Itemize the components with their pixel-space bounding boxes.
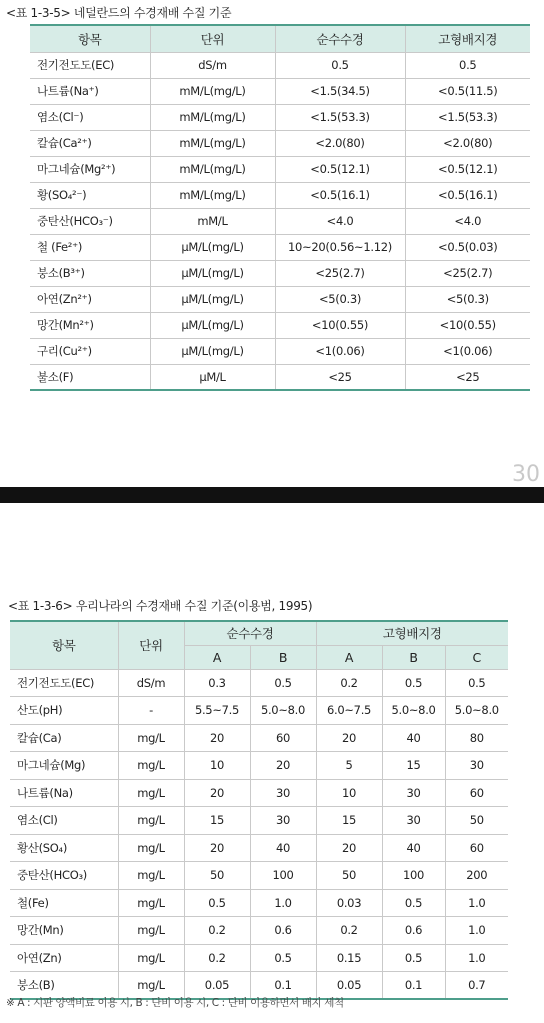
table-cell: 30 [250, 779, 316, 807]
table-cell: 불소(F) [30, 364, 150, 390]
table-cell: 0.03 [316, 889, 382, 917]
document-page-1 [0, 0, 544, 487]
table-row [10, 669, 508, 697]
table-cell: 0.2 [316, 917, 382, 945]
table-cell: dS/m [118, 669, 184, 697]
subheader-c: C [445, 645, 508, 669]
table-cell: 0.2 [316, 669, 382, 697]
table-cell: 0.6 [382, 917, 445, 945]
table-cell: dS/m [150, 52, 275, 78]
table-cell: 15 [382, 752, 445, 780]
table-row [10, 917, 508, 945]
header-pure-hydroponics: 순수수경 [275, 25, 405, 52]
table-cell: 0.5 [382, 889, 445, 917]
table-row [10, 807, 508, 835]
table-cell: 0.6 [250, 917, 316, 945]
table-cell: <0.5(16.1) [275, 182, 405, 208]
table-cell: mg/L [118, 972, 184, 1000]
table-cell: 칼슘(Ca) [10, 724, 118, 752]
korea-water-quality-table [10, 620, 508, 1000]
table-cell: 망간(Mn) [10, 917, 118, 945]
table-cell: 50 [316, 862, 382, 890]
header-solid-substrate: 고형배지경 [316, 621, 508, 645]
table-cell: <1(0.06) [405, 338, 530, 364]
page-divider [0, 487, 544, 503]
table-cell: 0.5 [184, 889, 250, 917]
table-cell: 50 [184, 862, 250, 890]
table-cell: <0.5(0.03) [405, 234, 530, 260]
table-cell: 0.5 [250, 669, 316, 697]
table-cell: 15 [184, 807, 250, 835]
table-cell: 30 [445, 752, 508, 780]
table-cell: 중탄산(HCO₃⁻) [30, 208, 150, 234]
table-row [30, 208, 530, 234]
subheader-b: B [250, 645, 316, 669]
table-cell: 황산(SO₄) [10, 834, 118, 862]
table-cell: 마그네슘(Mg) [10, 752, 118, 780]
table2-caption: <표 1-3-6> 우리나라의 수경재배 수질 기준(이용범, 1995) [8, 599, 313, 613]
table-cell: 철(Fe) [10, 889, 118, 917]
table-row [30, 260, 530, 286]
table-row [30, 312, 530, 338]
table-cell: mg/L [118, 779, 184, 807]
table-cell: 0.2 [184, 917, 250, 945]
table-row [10, 697, 508, 725]
table-cell: <25 [405, 364, 530, 390]
table-cell: <1(0.06) [275, 338, 405, 364]
table-cell: 0.5 [382, 944, 445, 972]
table-cell: 1.0 [445, 889, 508, 917]
table-cell: 20 [184, 724, 250, 752]
table-row [10, 862, 508, 890]
table-row [30, 156, 530, 182]
table-cell: 20 [184, 779, 250, 807]
table-cell: <0.5(12.1) [275, 156, 405, 182]
table-cell: 5.0~8.0 [445, 697, 508, 725]
table-cell: μM/L(mg/L) [150, 286, 275, 312]
table-cell: <0.5(16.1) [405, 182, 530, 208]
table-cell: 1.0 [445, 944, 508, 972]
table-cell: <0.5(12.1) [405, 156, 530, 182]
table-cell: <25 [275, 364, 405, 390]
table-cell: - [118, 697, 184, 725]
table-row [30, 130, 530, 156]
table-cell: 0.5 [275, 52, 405, 78]
table-row [30, 338, 530, 364]
table-cell: <25(2.7) [405, 260, 530, 286]
table-cell: 칼슘(Ca²⁺) [30, 130, 150, 156]
table-row [30, 52, 530, 78]
table-cell: mM/L [150, 208, 275, 234]
page-number: 30 [512, 462, 540, 487]
table-cell: mg/L [118, 807, 184, 835]
table-cell: μM/L [150, 364, 275, 390]
table-cell: <1.5(53.3) [275, 104, 405, 130]
table-cell: 20 [316, 724, 382, 752]
table-cell: mg/L [118, 834, 184, 862]
subheader-a: A [184, 645, 250, 669]
header-solid-substrate: 고형배지경 [405, 25, 530, 52]
table-cell: 0.7 [445, 972, 508, 1000]
table-cell: 0.2 [184, 944, 250, 972]
table-cell: <2.0(80) [405, 130, 530, 156]
table-cell: 망간(Mn²⁺) [30, 312, 150, 338]
table-cell: 100 [382, 862, 445, 890]
table1-caption: <표 1-3-5> 네덜란드의 수경재배 수질 기준 [6, 6, 232, 20]
table-cell: <0.5(11.5) [405, 78, 530, 104]
table-cell: 0.5 [382, 669, 445, 697]
table-cell: <10(0.55) [405, 312, 530, 338]
table-cell: 50 [445, 807, 508, 835]
header-pure-hydroponics: 순수수경 [184, 621, 316, 645]
table-cell: <5(0.3) [405, 286, 530, 312]
table-cell: mg/L [118, 862, 184, 890]
table-cell: 15 [316, 807, 382, 835]
header-item: 항목 [30, 25, 150, 52]
table-cell: <1.5(34.5) [275, 78, 405, 104]
table-cell: 염소(Cl) [10, 807, 118, 835]
table-cell: 60 [445, 779, 508, 807]
table-cell: 30 [382, 779, 445, 807]
header-unit: 단위 [118, 621, 184, 669]
header-unit: 단위 [150, 25, 275, 52]
table-row [30, 78, 530, 104]
table-cell: 10 [184, 752, 250, 780]
table-cell: 60 [445, 834, 508, 862]
table-cell: mM/L(mg/L) [150, 78, 275, 104]
table-cell: <10(0.55) [275, 312, 405, 338]
table-cell: μM/L(mg/L) [150, 338, 275, 364]
table-cell: 30 [250, 807, 316, 835]
table-row [30, 364, 530, 390]
table-cell: 30 [382, 807, 445, 835]
table-cell: 20 [250, 752, 316, 780]
table-cell: 중탄산(HCO₃) [10, 862, 118, 890]
table-cell: 5.0~8.0 [250, 697, 316, 725]
subheader-b: B [382, 645, 445, 669]
table-cell: mg/L [118, 917, 184, 945]
table-cell: 200 [445, 862, 508, 890]
table-cell: 나트륨(Na) [10, 779, 118, 807]
table-cell: mM/L(mg/L) [150, 182, 275, 208]
table-cell: 0.3 [184, 669, 250, 697]
table2-footnote: ※ A : 시판 양액비료 이용 시, B : 단비 이용 시, C : 단비 이용하면서 배지 세척 [6, 997, 344, 1009]
table-cell: 아연(Zn) [10, 944, 118, 972]
table-cell: 10~20(0.56~1.12) [275, 234, 405, 260]
table-cell: <25(2.7) [275, 260, 405, 286]
table-cell: 0.05 [184, 972, 250, 1000]
table-cell: 산도(pH) [10, 697, 118, 725]
table-cell: mM/L(mg/L) [150, 130, 275, 156]
table-cell: 1.0 [250, 889, 316, 917]
table-cell: 10 [316, 779, 382, 807]
table-cell: 100 [250, 862, 316, 890]
table-row [10, 889, 508, 917]
table-cell: <2.0(80) [275, 130, 405, 156]
table-cell: 철 (Fe²⁺) [30, 234, 150, 260]
table-cell: 마그네슘(Mg²⁺) [30, 156, 150, 182]
table-cell: 6.0~7.5 [316, 697, 382, 725]
table-cell: 80 [445, 724, 508, 752]
table-cell: 구리(Cu²⁺) [30, 338, 150, 364]
table-cell: 0.1 [382, 972, 445, 1000]
table-cell: 1.0 [445, 917, 508, 945]
table-row [30, 286, 530, 312]
table-cell: mM/L(mg/L) [150, 156, 275, 182]
table-cell: 5 [316, 752, 382, 780]
table-row [10, 752, 508, 780]
table-row [30, 104, 530, 130]
table-header-row [30, 25, 530, 52]
table-row [30, 182, 530, 208]
table-cell: 20 [316, 834, 382, 862]
table-cell: 40 [250, 834, 316, 862]
table-cell: μM/L(mg/L) [150, 234, 275, 260]
document-page-2 [0, 503, 544, 1023]
table-cell: 붕소(B³⁺) [30, 260, 150, 286]
table-cell: mg/L [118, 944, 184, 972]
table-cell: 황(SO₄²⁻) [30, 182, 150, 208]
table-cell: 0.5 [445, 669, 508, 697]
table-cell: μM/L(mg/L) [150, 312, 275, 338]
table-cell: μM/L(mg/L) [150, 260, 275, 286]
table-cell: 60 [250, 724, 316, 752]
table-cell: 0.5 [250, 944, 316, 972]
table-header-row [10, 621, 508, 645]
table-cell: 전기전도도(EC) [10, 669, 118, 697]
table-cell: 5.0~8.0 [382, 697, 445, 725]
table-row [10, 779, 508, 807]
table-cell: mM/L(mg/L) [150, 104, 275, 130]
table-cell: 나트륨(Na⁺) [30, 78, 150, 104]
table-cell: 붕소(B) [10, 972, 118, 1000]
table-cell: 40 [382, 834, 445, 862]
table-cell: 염소(Cl⁻) [30, 104, 150, 130]
table-cell: 20 [184, 834, 250, 862]
table-cell: 0.1 [250, 972, 316, 1000]
table-row [10, 834, 508, 862]
table-cell: <5(0.3) [275, 286, 405, 312]
subheader-a: A [316, 645, 382, 669]
table-row [30, 234, 530, 260]
table-cell: 전기전도도(EC) [30, 52, 150, 78]
table-cell: 아연(Zn²⁺) [30, 286, 150, 312]
table-cell: 5.5~7.5 [184, 697, 250, 725]
table-cell: mg/L [118, 752, 184, 780]
table-cell: <4.0 [405, 208, 530, 234]
table-cell: mg/L [118, 724, 184, 752]
table-cell: <1.5(53.3) [405, 104, 530, 130]
table-cell: 0.5 [405, 52, 530, 78]
table-row [10, 944, 508, 972]
netherlands-water-quality-table [30, 24, 530, 391]
table-cell: <4.0 [275, 208, 405, 234]
table-row [10, 724, 508, 752]
table-cell: 0.15 [316, 944, 382, 972]
table-cell: mg/L [118, 889, 184, 917]
table-cell: 40 [382, 724, 445, 752]
table-cell: 0.05 [316, 972, 382, 1000]
header-item: 항목 [10, 621, 118, 669]
